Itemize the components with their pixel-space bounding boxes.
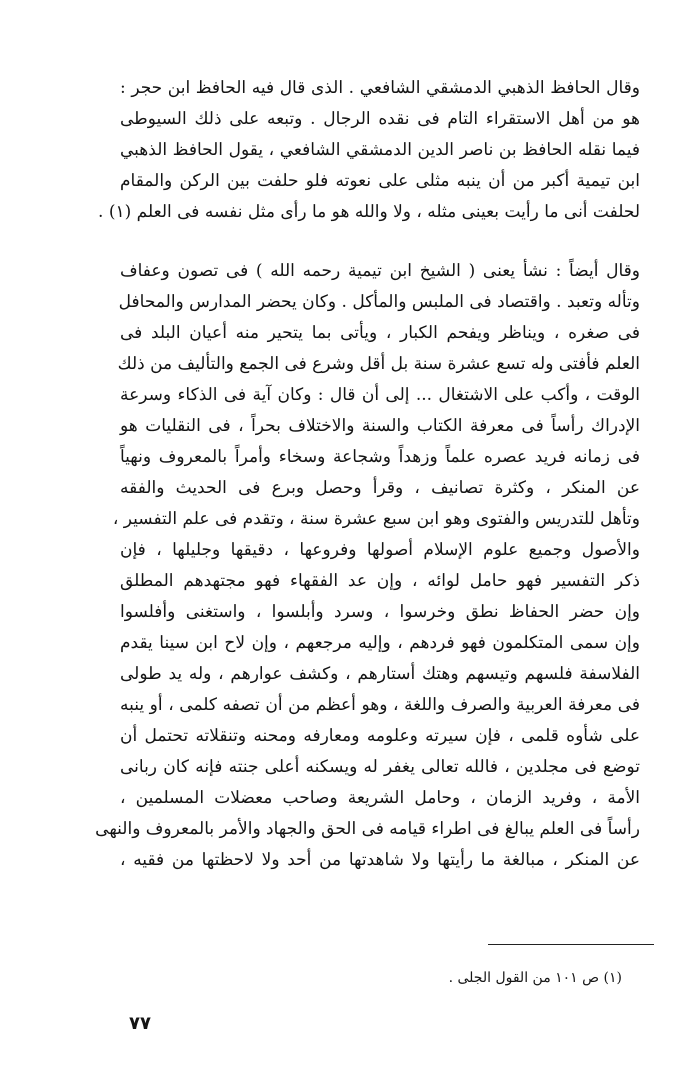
text-line: الأمة ، وفريد الزمان ، وحامل الشريعة وصاحب معضلات المسلمين ، (120, 788, 640, 808)
text-line: وتأله وتعبد . واقتصاد فى الملبس والمأكل . وكان يحضر المدارس والمحافل (118, 292, 640, 312)
text-line: هو من أهل الاستقراء التام فى نقده الرجال . وتبعه على ذلك السيوطى (120, 109, 640, 129)
text-line: فيما نقله الحافظ بن ناصر الدين الدمشقي الشافعي ، يقول الحافظ الذهبي (120, 140, 640, 160)
footnote-divider (488, 944, 654, 945)
text-line: فى معرفة العربية والصرف واللغة ، وهو أعظم من أن تصفه كلمى ، أو ينبه (120, 695, 640, 715)
text-line: الإدراك رأساً فى معرفة الكتاب والسنة والاختلاف بحراً ، فى النقليات هو (120, 416, 640, 436)
text-line: وإن سمى المتكلمون فهو فردهم ، وإليه مرجعهم ، وإن لاح ابن سينا يقدم (120, 633, 640, 653)
text-line: وتأهل للتدريس والفتوى وهو ابن سبع عشرة سنة ، وتقدم فى علم التفسير ، (112, 509, 640, 529)
footnote: (١) ص ١٠١ من القول الجلى . (448, 970, 622, 986)
text-line: رأساً فى العلم يبالغ فى اطراء قيامه فى الحق والجهاد والأمر بالمعروف والنهى (95, 819, 640, 839)
text-line: والأصول وجميع علوم الإسلام أصولها وفروعها ، دقيقها وجليلها ، فإن (120, 540, 640, 560)
text-line: فى زمانه فريد عصره علماً وزهداً وشجاعة وسخاء وأمراً بالمعروف ونهياً (120, 447, 640, 467)
paragraph-2 (95, 256, 640, 876)
text-line: وإن حضر الحفاظ نطق وخرسوا ، وسرد وأبلسوا ، واستغنى وأفلسوا (120, 602, 640, 622)
page-number: ٧٧ (129, 1013, 151, 1034)
text-line: العلم فأفتى وله تسع عشرة سنة بل أقل وشرع فى الجمع والتأليف من ذلك (117, 354, 640, 374)
text-line: وقال الحافظ الذهبي الدمشقي الشافعي . الذى قال فيه الحافظ ابن حجر : (120, 78, 640, 98)
text-line: عن المنكر ، وكثرة تصانيف ، وقرأ وحصل وبرع فى الحديث والفقه (120, 478, 640, 498)
text-line: توضع فى مجلدين ، فالله تعالى يغفر له ويسكنه أعلى جنته فإنه كان ربانى (120, 757, 640, 777)
text-line: ابن تيمية أكبر من أن ينبه مثلى على نعوته فلو حلفت بين الركن والمقام (120, 171, 640, 191)
text-line: ذكر التفسير فهو حامل لوائه ، وإن عد الفقهاء فهو مجتهدهم المطلق (120, 571, 640, 591)
text-line: على شأوه قلمى ، فإن سيرته وعلومه ومعارفه ومحنه وتنقلاته تحتمل أن (120, 726, 640, 746)
text-line: فى صغره ، ويناظر ويفحم الكبار ، ويأتى بما يتحير منه أعيان البلد فى (120, 323, 640, 343)
text-line: عن المنكر ، مبالغة ما رأيتها ولا شاهدتها من أحد ولا لاحظتها من فقيه ، (120, 850, 640, 870)
text-line: لحلفت أنى ما رأيت بعينى مثله ، ولا والله هو ما رأى مثل نفسه فى العلم (١) . (98, 202, 640, 222)
text-line: وقال أيضاً : نشأ يعنى ( الشيخ ابن تيمية رحمه الله ) فى تصون وعفاف (120, 261, 640, 281)
text-line: الوقت ، وأكب على الاشتغال ... إلى أن قال : وكان آية فى الذكاء وسرعة (120, 385, 640, 405)
text-line: الفلاسفة فلسهم وتيسهم وهتك أستارهم ، وكشف عوارهم ، وله يد طولى (120, 664, 640, 684)
paragraph-1 (98, 73, 640, 228)
